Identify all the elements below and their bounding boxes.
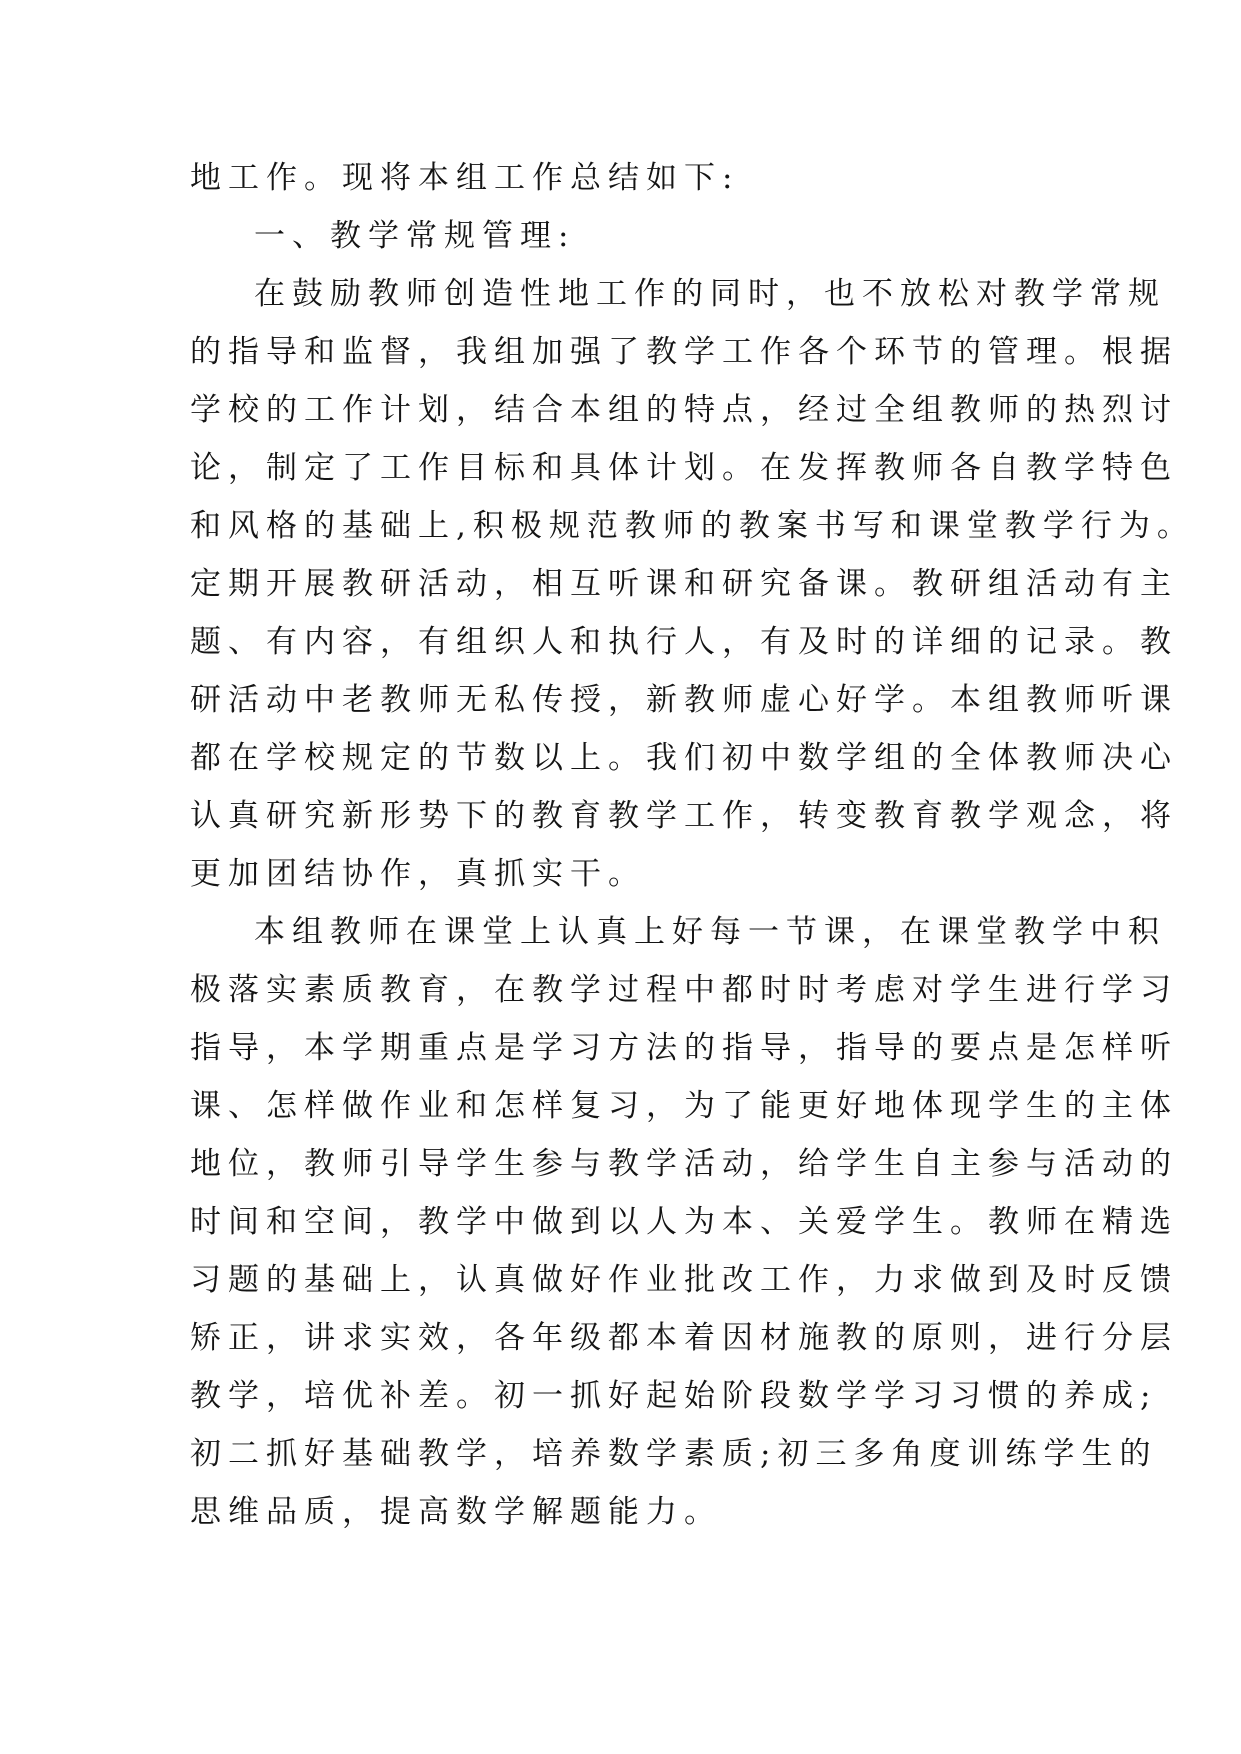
- paragraph-line: 极落实素质教育，在教学过程中都时时考虑对学生进行学习: [190, 972, 1178, 1008]
- paragraph-line: 课、怎样做作业和怎样复习，为了能更好地体现学生的主体: [190, 1088, 1178, 1124]
- paragraph-line: 学校的工作计划，结合本组的特点，经过全组教师的热烈讨: [190, 392, 1178, 428]
- paragraph-line: 研活动中老教师无私传授，新教师虚心好学。本组教师听课: [190, 682, 1178, 718]
- paragraph-line: 本组教师在课堂上认真上好每一节课，在课堂教学中积: [254, 914, 1166, 950]
- paragraph-line: 认真研究新形势下的教育教学工作，转变教育教学观念，将: [190, 798, 1178, 834]
- paragraph-line: 和风格的基础上,积极规范教师的教案书写和课堂教学行为。: [190, 508, 1195, 544]
- paragraph-line: 指导，本学期重点是学习方法的指导，指导的要点是怎样听: [190, 1030, 1178, 1066]
- paragraph-line: 在鼓励教师创造性地工作的同时，也不放松对教学常规: [254, 276, 1166, 312]
- paragraph-line: 初二抓好基础教学，培养数学素质;初三多角度训练学生的: [190, 1436, 1158, 1472]
- paragraph-line: 思维品质，提高数学解题能力。: [190, 1494, 722, 1530]
- paragraph-line: 时间和空间，教学中做到以人为本、关爱学生。教师在精选: [190, 1204, 1178, 1240]
- paragraph-line: 习题的基础上，认真做好作业批改工作，力求做到及时反馈: [190, 1262, 1178, 1298]
- section-heading: 一、教学常规管理:: [254, 218, 576, 254]
- paragraph-line: 更加团结协作，真抓实干。: [190, 856, 646, 892]
- paragraph-line: 定期开展教研活动，相互听课和研究备课。教研组活动有主: [190, 566, 1178, 602]
- paragraph-line: 地位，教师引导学生参与教学活动，给学生自主参与活动的: [190, 1146, 1178, 1182]
- paragraph-continuation-line: 地工作。现将本组工作总结如下:: [190, 160, 740, 196]
- paragraph-line: 论，制定了工作目标和具体计划。在发挥教师各自教学特色: [190, 450, 1178, 486]
- paragraph-line: 的指导和监督，我组加强了教学工作各个环节的管理。根据: [190, 334, 1178, 370]
- paragraph-line: 都在学校规定的节数以上。我们初中数学组的全体教师决心: [190, 740, 1178, 776]
- paragraph-line: 题、有内容，有组织人和执行人，有及时的详细的记录。教: [190, 624, 1178, 660]
- paragraph-line: 教学，培优补差。初一抓好起始阶段数学学习习惯的养成;: [190, 1378, 1158, 1414]
- paragraph-line: 矫正，讲求实效，各年级都本着因材施教的原则，进行分层: [190, 1320, 1178, 1356]
